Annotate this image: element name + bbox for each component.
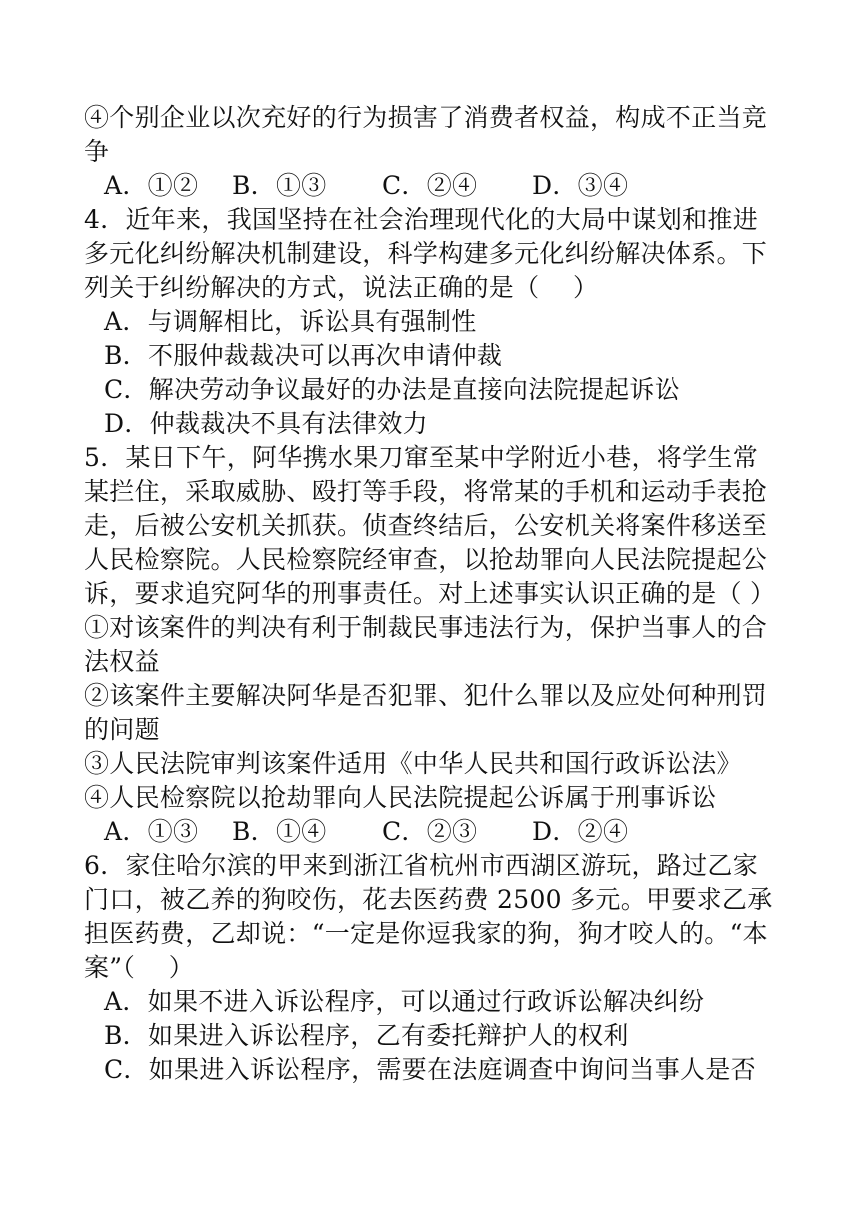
q6-stem-line1: 6．家住哈尔滨的甲来到浙江省杭州市西湖区游玩，路过乙家: [84, 851, 759, 880]
q4-stem-line2: 多元化纠纷解决机制建设，科学构建多元化纠纷解决体系。下: [84, 239, 768, 268]
q5-stem-line1: 5．某日下午，阿华携水果刀窜至某中学附近小巷，将学生常: [84, 443, 759, 472]
q5-item3: ③人民法院审判该案件适用《中华人民共和国行政诉讼法》: [84, 749, 742, 778]
q3-option-c: C．②④: [382, 171, 478, 200]
q3-item4-line2: 争: [84, 137, 110, 166]
q4-option-d: D．仲裁裁决不具有法律效力: [104, 409, 428, 438]
q3-option-a: A．①②: [104, 171, 199, 200]
q4-option-a: A．与调解相比，诉讼具有强制性: [104, 307, 477, 336]
q4-option-b: B．不服仲裁裁决可以再次申请仲裁: [104, 341, 503, 370]
q4-option-c: C．解决劳动争议最好的办法是直接向法院提起诉讼: [104, 375, 681, 404]
q6-option-a: A．如果不进入诉讼程序，可以通过行政诉讼解决纠纷: [104, 987, 705, 1016]
q5-option-b: B．①④: [232, 817, 327, 846]
q3-option-d: D．③④: [532, 171, 629, 200]
exam-page: [84, 101, 784, 1087]
q4-stem-line3: 列关于纠纷解决的方式，说法正确的是（ ）: [84, 273, 599, 302]
q5-options: [84, 815, 784, 849]
q5-item2-line1: ②该案件主要解决阿华是否犯罪、犯什么罪以及应处何种刑罚: [84, 681, 768, 710]
q4-stem-line1: 4．近年来，我国坚持在社会治理现代化的大局中谋划和推进: [84, 205, 759, 234]
q5-item1-line1: ①对该案件的判决有利于制裁民事违法行为，保护当事人的合: [84, 613, 768, 642]
q5-option-c: C．②③: [382, 817, 478, 846]
q5-option-a: A．①③: [104, 817, 199, 846]
q3-item4-line1: ④个别企业以次充好的行为损害了消费者权益，构成不正当竞: [84, 103, 768, 132]
q5-item2-line2: 的问题: [84, 715, 160, 744]
q5-item4: ④人民检察院以抢劫罪向人民法院提起公诉属于刑事诉讼: [84, 783, 717, 812]
q5-stem-line2: 某拦住，采取威胁、殴打等手段，将常某的手机和运动手表抢: [84, 477, 768, 506]
q6-stem-line4: 案”（ ）: [84, 953, 195, 982]
q6-option-b: B．如果进入诉讼程序，乙有委托辩护人的权利: [104, 1021, 629, 1050]
q5-stem-line4: 人民检察院。人民检察院经审查，以抢劫罪向人民法院提起公: [84, 545, 768, 574]
q6-stem-line3: 担医药费，乙却说：“一定是你逗我家的狗，狗才咬人的。“本: [84, 919, 768, 948]
q5-item1-line2: 法权益: [84, 647, 160, 676]
q5-stem-line5: 诉，要求追究阿华的刑事责任。对上述事实认识正确的是（ ）: [84, 579, 776, 608]
q6-stem-line2: 门口，被乙养的狗咬伤，花去医药费 2500 多元。甲要求乙承: [84, 885, 773, 914]
q3-options: [84, 169, 784, 203]
q6-option-c: C．如果进入诉讼程序，需要在法庭调查中询问当事人是否: [104, 1055, 756, 1084]
q3-option-b: B．①③: [232, 171, 327, 200]
q5-stem-line3: 走，后被公安机关抓获。侦查终结后，公安机关将案件移送至: [84, 511, 768, 540]
q5-option-d: D．②④: [532, 817, 629, 846]
